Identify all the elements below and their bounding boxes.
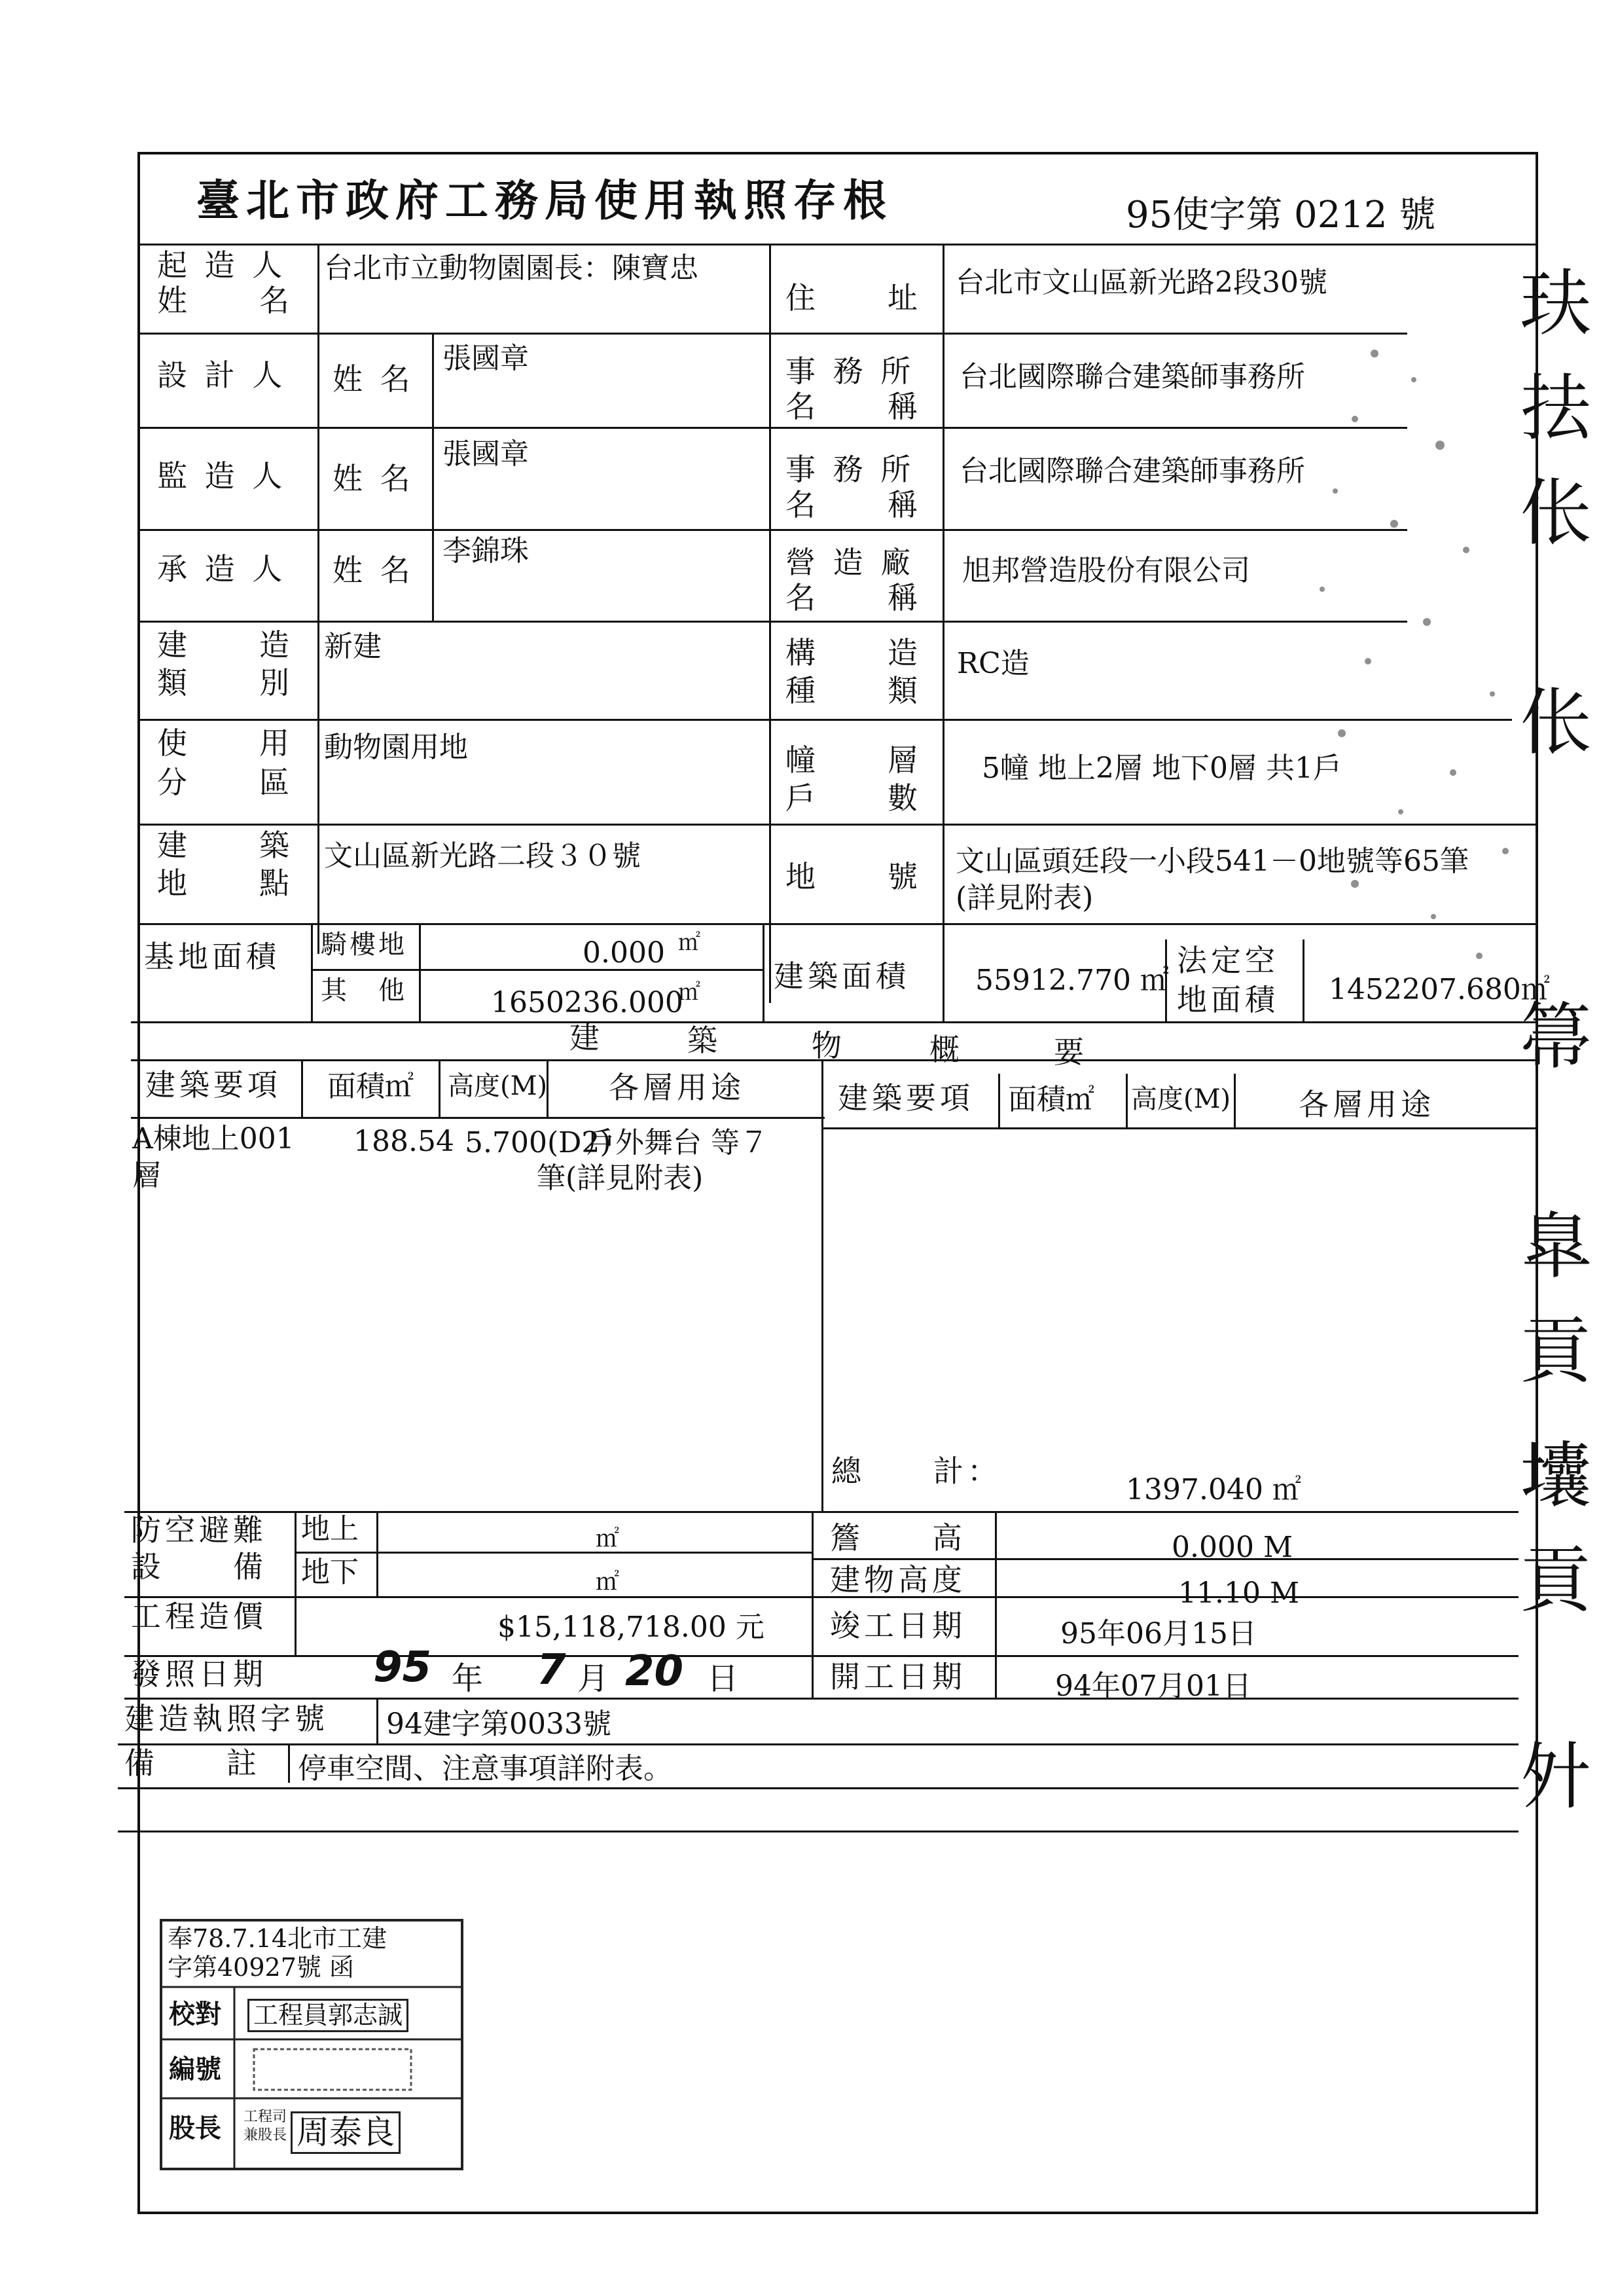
open-area-value: 1452207.680㎡ [1329, 973, 1550, 1006]
col-item: 建築要項 [145, 1067, 281, 1102]
applicant-value: 台北市立動物園園長：陳寶忠 [324, 251, 698, 285]
designer-label: 設 計 人 [157, 357, 287, 393]
stamp-check-label: 校對 [169, 1999, 221, 2030]
designer-name: 張國章 [442, 342, 529, 375]
total-value: 1397.040 ㎡ [1126, 1473, 1301, 1506]
zoning-label: 使 用 [157, 725, 293, 761]
issue-day: 20 [625, 1647, 684, 1696]
stamp-code-label: 編號 [169, 2054, 221, 2085]
form-title: 臺北市政府工務局使用執照存根 [196, 175, 893, 226]
stamp-chief-title-2: 兼股長 [243, 2127, 287, 2143]
contractor-label: 承 造 人 [157, 551, 287, 587]
arcade-value: 0.000 [583, 936, 665, 970]
applicant-label: 起 造 人 [157, 247, 287, 283]
stamp-line-2: 字第40927號 函 [168, 1953, 354, 1982]
permit-value: 94建字第0033號 [386, 1707, 611, 1741]
stamp-noise [1296, 275, 1618, 995]
supervisor-name: 張國章 [442, 437, 529, 471]
supervisor-office: 台北國際聯合建築師事務所 [960, 454, 1305, 488]
lot-value-2: (詳見附表) [956, 881, 1094, 915]
cost-value: $15,118,718.00 元 [497, 1611, 764, 1644]
summary-title-3: 物 [812, 1028, 846, 1063]
build-type-label: 建 造 [157, 627, 293, 663]
supervisor-label: 監 造 人 [157, 458, 287, 494]
issue-day-char: 日 [707, 1660, 739, 1697]
address-value: 台北市文山區新光路2段30號 [956, 266, 1327, 299]
designer-office-label-2: 名 稱 [785, 389, 922, 424]
designer-office-label: 事 務 所 [785, 354, 915, 389]
build-type-value: 新建 [324, 630, 382, 663]
summary-title-1: 建 [569, 1020, 603, 1055]
row1-height: 5.700(D2) [465, 1126, 611, 1159]
arcade-label: 騎樓地 [321, 930, 407, 960]
margin-char-5: 箒 [1520, 995, 1592, 1079]
issue-month-char: 月 [577, 1660, 609, 1697]
address-label: 住 址 [785, 280, 922, 316]
col-use: 各層用途 [609, 1070, 745, 1105]
shelter-below: 地下 [301, 1556, 359, 1589]
other-label: 其 他 [321, 975, 407, 1006]
approval-stamp [156, 1915, 470, 2177]
building-area-label: 建築面積 [774, 958, 910, 994]
permit-number: 95使字第 0212 號 [1126, 194, 1436, 236]
base-area-label: 基地面積 [144, 939, 280, 974]
supervisor-name-label: 姓 名 [333, 461, 414, 496]
floors-label: 幢 層 [785, 742, 922, 778]
zoning-value: 動物園用地 [324, 731, 468, 764]
margin-char-3: 伥 [1520, 471, 1592, 555]
applicant-label-2: 姓 名 [157, 283, 293, 318]
start-value: 94年07月01日 [1055, 1669, 1251, 1703]
contractor-office-label-2: 名 稱 [785, 580, 922, 615]
location-value: 文山區新光路二段３０號 [324, 839, 641, 873]
summary-title-5: 要 [1054, 1034, 1088, 1070]
eaves-value: 0.000 M [1172, 1531, 1293, 1564]
other-value: 1650236.000 [491, 986, 683, 1019]
col-area-2: 面積㎡ [1008, 1083, 1094, 1116]
margin-char-4: 伥 [1520, 681, 1592, 765]
stamp-chief-label: 股長 [169, 2113, 221, 2143]
shelter-label-2: 設 備 [131, 1549, 267, 1584]
col-height-2: 高度(M) [1131, 1084, 1231, 1114]
margin-char-2: 抾 [1520, 367, 1592, 450]
contractor-name: 李錦珠 [442, 534, 529, 568]
margin-char-10: 㚈 [1520, 1735, 1592, 1819]
contractor-office-label: 營 造 廠 [785, 545, 915, 580]
designer-name-label: 姓 名 [333, 361, 414, 397]
margin-char-9: 貢 [1520, 1539, 1592, 1622]
building-area-value: 55912.770 ㎡ [975, 964, 1169, 997]
supervisor-office-label-2: 名 稱 [785, 487, 922, 522]
structure-value: RC造 [957, 647, 1030, 680]
issue-date-label: 發照日期 [131, 1656, 267, 1692]
row1-item: A棟地上001 [132, 1122, 295, 1156]
stamp-check-value: 工程員郭志誠 [247, 1999, 408, 2032]
summary-title-2: 築 [687, 1023, 721, 1058]
shelter-above: 地上 [301, 1512, 359, 1546]
arcade-unit: ㎡ [678, 930, 700, 956]
start-label: 開工日期 [830, 1659, 966, 1694]
shelter-above-unit: ㎡ [596, 1525, 620, 1552]
stamp-chief-title-1: 工程司 [243, 2109, 287, 2125]
structure-label: 構 造 [785, 635, 922, 670]
floors-label-2: 戶 數 [785, 780, 922, 816]
completion-label: 竣工日期 [830, 1608, 966, 1643]
supervisor-office-label: 事 務 所 [785, 452, 915, 487]
stamp-chief-name: 周泰良 [291, 2111, 401, 2154]
build-type-label-2: 類 別 [157, 665, 293, 701]
location-label-2: 地 點 [157, 866, 293, 901]
permit-label: 建造執照字號 [124, 1701, 329, 1736]
shelter-below-unit: ㎡ [596, 1569, 620, 1595]
open-area-label: 法定空 [1177, 943, 1279, 978]
issue-year-char: 年 [452, 1660, 484, 1697]
col-area: 面積㎡ [327, 1070, 414, 1103]
height-label: 建物高度 [830, 1562, 966, 1597]
cost-label: 工程造價 [131, 1599, 267, 1634]
contractor-office: 旭邦營造股份有限公司 [962, 554, 1250, 587]
col-item-2: 建築要項 [838, 1080, 974, 1116]
margin-char-1: 玞 [1520, 262, 1592, 346]
margin-char-8: 㚂 [1520, 1434, 1592, 1518]
stamp-line-1: 奉78.7.14北市工建 [168, 1924, 387, 1953]
lot-value: 文山區頭廷段一小段541－0地號等65筆 [956, 845, 1469, 878]
margin-char-7: 貢 [1520, 1309, 1592, 1393]
col-height: 高度(M) [448, 1071, 548, 1101]
lot-label: 地 號 [785, 859, 922, 894]
summary-title-4: 概 [929, 1032, 963, 1067]
completion-value: 95年06月15日 [1060, 1617, 1257, 1650]
zoning-label-2: 分 區 [157, 765, 293, 800]
location-label: 建 築 [157, 828, 293, 863]
issue-month: 7 [537, 1646, 566, 1694]
note-value: 停車空間、注意事項詳附表。 [298, 1752, 672, 1785]
total-label: 總 計： [831, 1453, 1001, 1489]
col-use-2: 各層用途 [1299, 1087, 1435, 1122]
height-value: 11.10 M [1178, 1576, 1300, 1610]
row1-item-2: 層 [132, 1159, 161, 1192]
margin-char-6: 臯 [1520, 1205, 1592, 1288]
other-unit: ㎡ [678, 979, 700, 1006]
row1-use-2: 筆(詳見附表) [537, 1161, 704, 1195]
issue-year: 95 [373, 1643, 432, 1692]
row1-area: 188.54 [353, 1125, 454, 1158]
eaves-label: 簷 高 [830, 1520, 966, 1556]
note-label: 備 註 [124, 1745, 261, 1781]
structure-label-2: 種 類 [785, 673, 922, 708]
contractor-name-label: 姓 名 [333, 553, 414, 588]
row1-use: 戶外舞台 等７ [586, 1126, 768, 1159]
designer-office: 台北國際聯合建築師事務所 [960, 360, 1305, 393]
shelter-label: 防空避難 [131, 1512, 267, 1548]
open-area-label-2: 地面積 [1177, 982, 1279, 1017]
floors-value: 5幢 地上2層 地下0層 共1戶 [982, 752, 1342, 785]
